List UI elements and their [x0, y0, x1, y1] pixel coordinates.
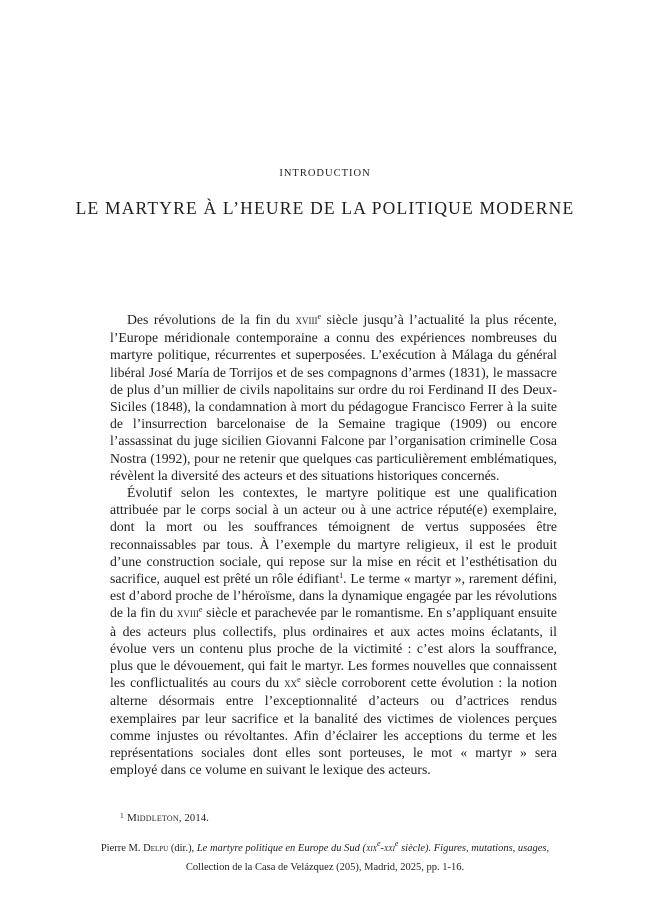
- footnote: [120, 811, 550, 824]
- superscript: e: [198, 605, 203, 615]
- editor-name: Delpu: [143, 843, 169, 854]
- century-numeral: xviii: [295, 313, 318, 327]
- century-numeral: xx: [284, 676, 298, 691]
- century-numeral: xviii: [176, 606, 199, 621]
- superscript: e: [297, 675, 301, 685]
- credit-line-1: Pierre M. Delpu (dir.), Le martyre politique en Europe du Sud (xix$^e$-xxi$^e$ siècle). Figures, mutations, usages,: [100, 839, 550, 854]
- paragraph-2: Évolutif selon les contextes, le martyre politique est une qualification attribuée par le corps social à un acteur ou à une actrice réputé(e) exemplaire, dont la mort ou les souffrances témoignent de vertus supposées être reconnaissables par tous. À l’exemple du martyre religieux, il est le produit d’une construction sociale, qui repose sur la mise en récit et l’esthétisation du sacrifice, auquel est prêté un rôle édifiant$^1$. Le terme « martyr », rarement défini, est d’abord proche de l’héroïsme, dans la dynamique engagée par les révolutions de la fin du xviii$^e$ siècle et parachevée par le romantisme. En s’appliquant ensuite à des acteurs plus collectifs, plus ordinaires et aux actes moins éclatants, il évolue vers un contenu plus proche de la victimité : c’est alors la souffrance, plus que le dévouement, qui fait le martyr. Les formes nouvelles que connaissent les conflictualités au cours du $xx^e$ siècle corroborent cette évolution : la notion alterne désormais entre l’exceptionnalité d’acteurs ou d’actrices rendus exemplaires par leur sacrifice et la banalité des victimes de violences perçues comme injustes ou révoltantes. Afin d’éclairer les acceptions du terme et les représentations sociales dont elles sont porteuses, le mot « martyr » sera employé dans ce volume en suivant le lexique des acteurs.: [110, 485, 557, 778]
- footnote-number: 1: [120, 811, 124, 820]
- publication-credit: [70, 840, 580, 877]
- book-title: Le martyre politique en Europe du Sud (xix$^e$-xxi$^e$ siècle). Figures, mutations, usages,: [196, 839, 550, 854]
- body-text: [110, 311, 557, 778]
- superscript: e: [317, 312, 322, 321]
- footnote-reference[interactable]: 1: [339, 571, 344, 581]
- chapter-title: LE MARTYRE À L’HEURE DE LA POLITIQUE MODERNE: [75, 198, 575, 218]
- footnote-text: , 2014.: [178, 813, 210, 824]
- footnote-author: Middleton: [126, 812, 179, 824]
- paragraph-1: Des révolutions de la fin du xviii$^e$ siècle jusqu’à l’actualité la plus récente, l’Europe méridionale contemporaine a connu des expériences nombreuses du martyre politique, récurrentes et superposées. L’exécution à Málaga du général libéral José María de Torrijos et de ses compagnons d’armes (1831), le massacre de plus d’un millier de civils napolitains sur ordre du roi Ferdinand II des Deux-Siciles (1848), la condamnation à mort du pédagogue Francisco Ferrer à la suite de l’insurrection barcelonaise de la Semaine tragique (1909) ou encore l’assassinat du juge sicilien Giovanni Falcone par l’organisation criminelle Cosa Nostra (1992), pour ne retenir que quelques cas particulièrement emblématiques, révèlent la diversité des acteurs et des situations historiques concernés.: [110, 312, 557, 483]
- section-label: INTRODUCTION: [279, 168, 371, 179]
- credit-line-2: Collection de la Casa de Velázquez (205), Madrid, 2025, pp. 1-16.: [185, 861, 465, 873]
